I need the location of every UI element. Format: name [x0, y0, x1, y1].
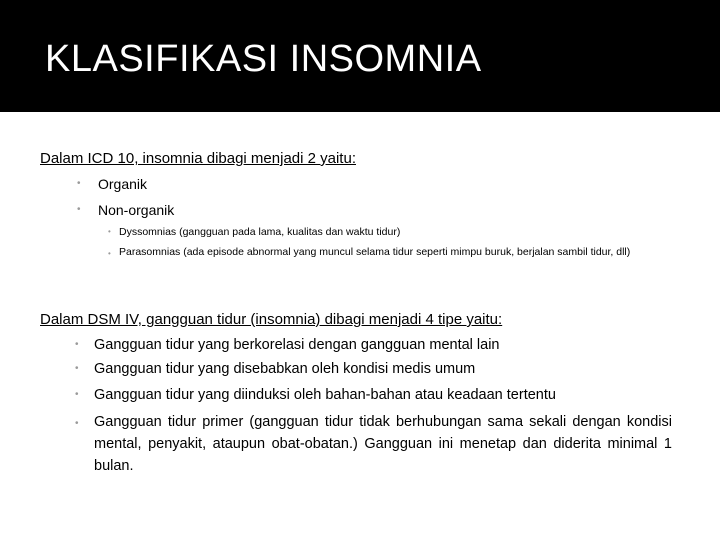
list-item-label: Non-organik [98, 202, 175, 218]
bullet-icon: • [75, 389, 79, 400]
sub-item-label: Parasomnias (ada episode abnormal yang muncul selama tidur seperti mimpu buruk, berjalan sambil tidur, dll) [119, 246, 631, 258]
sub-item-dyssomnias [108, 226, 401, 238]
title-bar [0, 0, 720, 112]
sub-item-label: Dyssomnias (gangguan pada lama, kualitas dan waktu tidur) [119, 226, 401, 238]
list-item-label: Gangguan tidur yang berkorelasi dengan gangguan mental lain [94, 337, 500, 353]
list-item-dsm-4 [75, 411, 672, 477]
list-item-label: Gangguan tidur primer (gangguan tidur tidak berhubungan sama sekali dengan kondisi mental, penyakit, ataupun obat-obatan.) Gangguan ini menetap dan diderita minimal 1 bulan. [94, 414, 672, 474]
bullet-icon: • [75, 418, 79, 429]
list-item-label: Gangguan tidur yang disebabkan oleh kondisi medis umum [94, 361, 476, 377]
bullet-icon: • [77, 204, 81, 215]
bullet-icon: • [75, 363, 79, 374]
bullet-icon: • [108, 227, 111, 236]
dsm4-heading: Dalam DSM IV, gangguan tidur (insomnia) dibagi menjadi 4 tipe yaitu: [40, 311, 503, 328]
list-item-dsm-2 [75, 361, 476, 377]
slide-title: KLASIFIKASI INSOMNIA [45, 38, 482, 80]
icd10-heading: Dalam ICD 10, insomnia dibagi menjadi 2 yaitu: [40, 150, 356, 167]
bullet-icon: • [77, 178, 81, 189]
bullet-icon: • [108, 249, 111, 258]
list-item-organik [77, 176, 148, 192]
sub-item-parasomnias [108, 243, 674, 262]
list-item-non-organik [77, 202, 175, 218]
list-item-dsm-1 [75, 337, 500, 353]
list-item-label: Organik [98, 176, 148, 192]
bullet-icon: • [75, 339, 79, 350]
list-item-dsm-3 [75, 387, 556, 403]
list-item-label: Gangguan tidur yang diinduksi oleh bahan-bahan atau keadaan tertentu [94, 387, 556, 403]
